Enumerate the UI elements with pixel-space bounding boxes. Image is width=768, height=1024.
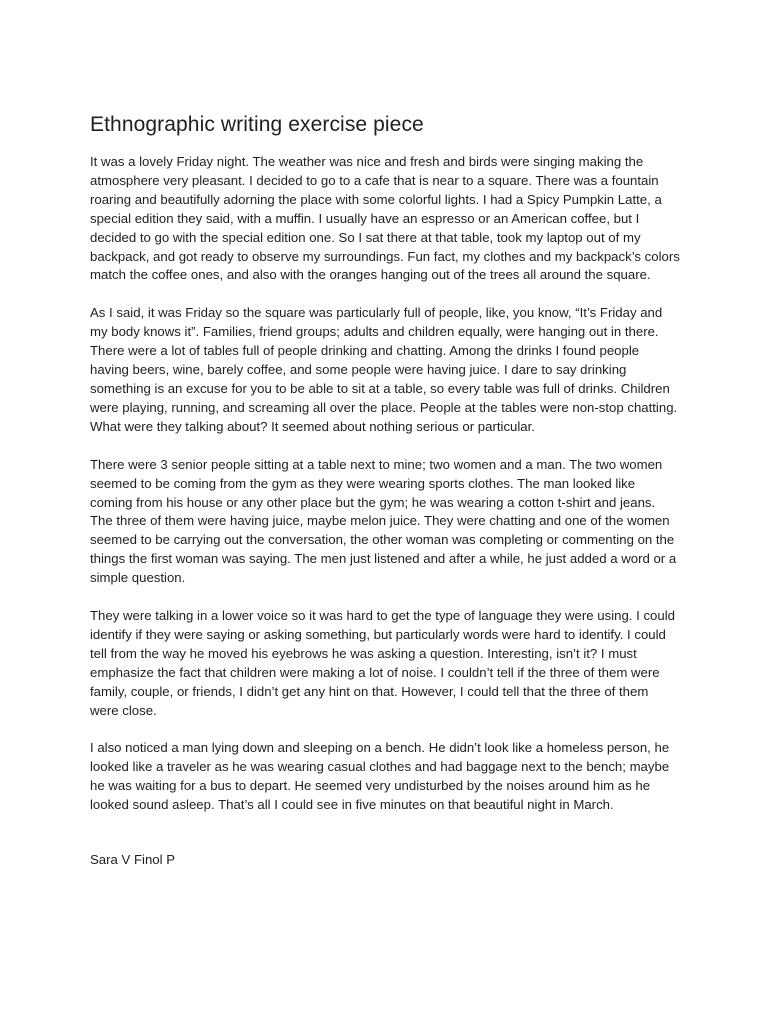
document-title: Ethnographic writing exercise piece [90,113,424,136]
paragraph-1: It was a lovely Friday night. The weather was nice and fresh and birds were singing making the atmosphere very pleasant. I decided to go to a cafe that is near to a square. There was a fountain roaring and beautifully adorning the place with some colorful lights. I had a Spicy Pumpkin Latte, a special edition they said, with a muffin. I usually have an espresso or an American coffee, but I decided to go with the special edition one. So I sat there at that table, took my laptop out of my backpack, and got ready to observe my surroundings. Fun fact, my clothes and my backpack’s colors match the coffee ones, and also with the oranges hanging out of the trees all around the square. [90,154,680,283]
paragraph-2: As I said, it was Friday so the square was particularly full of people, like, you know, “It’s Friday and my body knows it”. Families, friend groups; adults and children equally, were hanging out in there. There were a lot of tables full of people drinking and chatting. Among the drinks I found people having beers, wine, barely coffee, and some people were having juice. I dare to say drinking something is an excuse for you to be able to sit at a table, so every table was full of drinks. Children were playing, running, and screaming all over the place. People at the tables were non-stop chatting. What were they talking about? It seemed about nothing serious or particular. [90,305,678,434]
author-signature: Sara V Finol P [90,852,176,868]
paragraph-4: They were talking in a lower voice so it was hard to get the type of language they were using. I could identify if they were saying or asking something, but particularly words were hard to identify. I could tell from the way he moved his eyebrows he was asking a question. Interesting, isn’t it? I must emphasize the fact that children were making a lot of noise. I couldn’t tell if the three of them were family, couple, or friends, I didn’t get any hint on that. However, I could tell that the three of them were close. [90,608,675,718]
paragraph-3: There were 3 senior people sitting at a table next to mine; two women and a man. The two women seemed to be coming from the gym as they were wearing sports clothes. The man looked like coming from his house or any other place but the gym; he was wearing a cotton t-shirt and jeans. The three of them were having juice, maybe melon juice. They were chatting and one of the women seemed to be carrying out the conversation, the other woman was completing or commenting on the things the first woman was saying. The men just listened and after a while, he just added a word or a simple question. [90,456,677,586]
document-page [90,110,680,870]
paragraph-5: I also noticed a man lying down and sleeping on a bench. He didn’t look like a homeless person, he looked like a traveler as he was wearing casual clothes and had baggage next to the bench; maybe he was waiting for a bus to depart. He seemed very undisturbed by the noises around him as he looked sound asleep. That’s all I could see in five minutes on that beautiful night in March. [90,740,670,813]
